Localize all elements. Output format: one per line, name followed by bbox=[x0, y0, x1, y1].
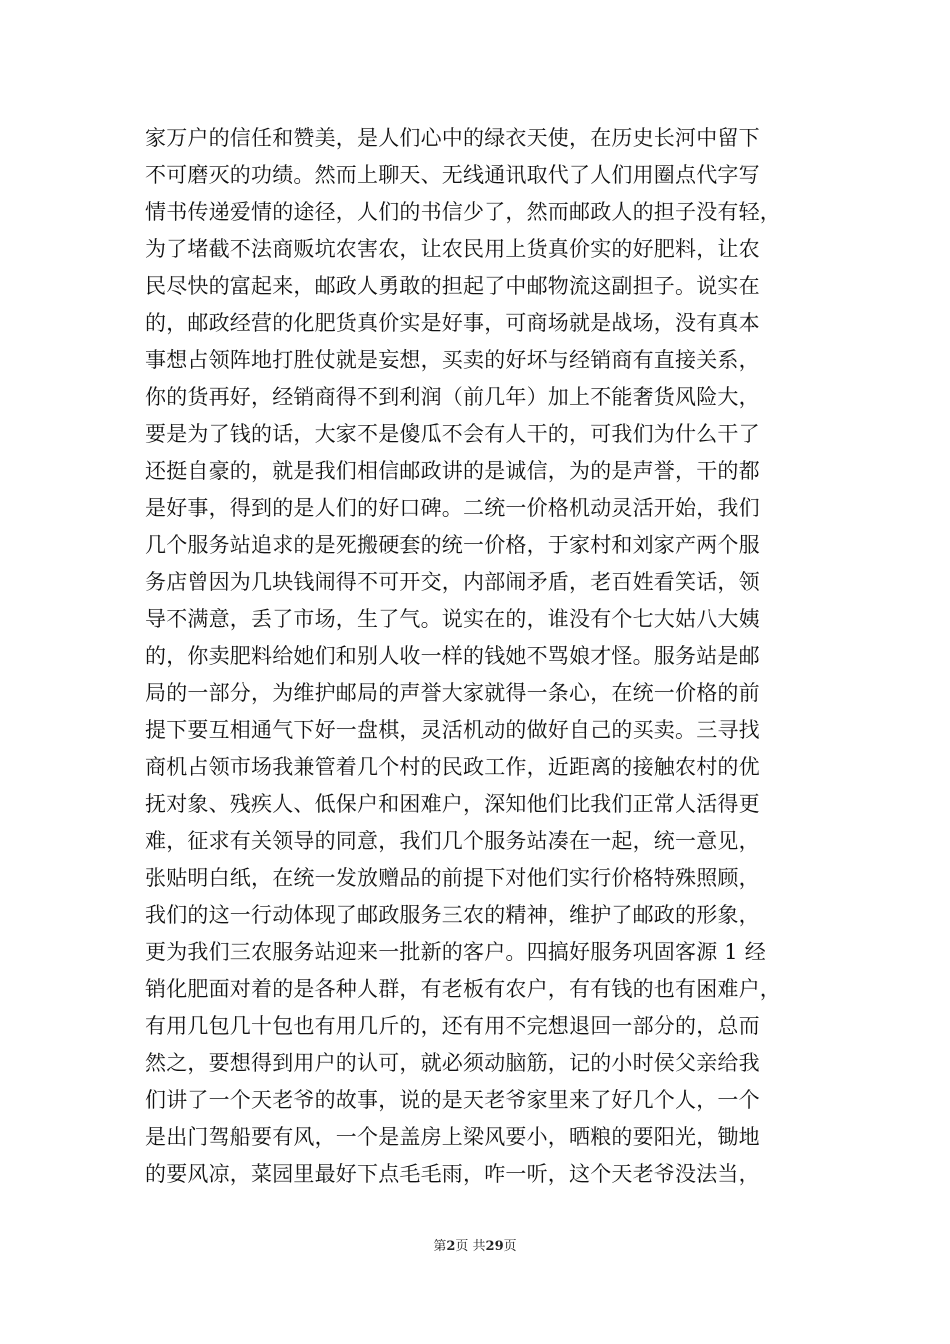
text-line: 们讲了一个天老爷的故事，说的是天老爷家里来了好几个人，一个 bbox=[145, 1088, 760, 1112]
footer-middle: 页 共 bbox=[455, 1239, 486, 1254]
text-line: 提下要互相通气下好一盘棋，灵活机动的做好自己的买卖。三寻找 bbox=[145, 718, 760, 742]
text-line: 然之，要想得到用户的认可，就必须动脑筋，记的小时侯父亲给我 bbox=[145, 1051, 760, 1075]
text-line: 局的一部分，为维护邮局的声誉大家就得一条心，在统一价格的前 bbox=[145, 681, 760, 705]
text-line: 的要风凉，菜园里最好下点毛毛雨，咋一听，这个天老爷没法当， bbox=[145, 1162, 760, 1186]
text-line: 还挺自豪的，就是我们相信邮政讲的是诚信，为的是声誉，干的都 bbox=[145, 459, 760, 483]
text-line: 销化肥面对着的是各种人群，有老板有农户，有有钱的也有困难户， bbox=[145, 977, 781, 1001]
text-line: 有用几包几十包也有用几斤的，还有用不完想退回一部分的，总而 bbox=[145, 1014, 760, 1038]
text-line: 几个服务站追求的是死搬硬套的统一价格，于家村和刘家产两个服 bbox=[145, 533, 760, 557]
text-line: 商机占领市场我兼管着几个村的民政工作，近距离的接触农村的优 bbox=[145, 755, 760, 779]
text-line: 的，邮政经营的化肥货真价实是好事，可商场就是战场，没有真本 bbox=[145, 311, 760, 335]
text-line: 难，征求有关领导的同意，我们几个服务站凑在一起，统一意见， bbox=[145, 829, 760, 853]
text-line: 为了堵截不法商贩坑农害农，让农民用上货真价实的好肥料，让农 bbox=[145, 237, 760, 261]
text-line: 的，你卖肥料给她们和别人收一样的钱她不骂娘才怪。服务站是邮 bbox=[145, 644, 760, 668]
text-line: 要是为了钱的话，大家不是傻瓜不会有人干的，可我们为什么干了 bbox=[145, 422, 760, 446]
text-line: 抚对象、残疾人、低保户和困难户，深知他们比我们正常人活得更 bbox=[145, 792, 760, 816]
total-pages-number: 29 bbox=[485, 1239, 504, 1254]
text-line: 更为我们三农服务站迎来一批新的客户。四搞好服务巩固客源 1 经 bbox=[145, 940, 766, 964]
text-line: 是出门驾船要有风，一个是盖房上梁风要小，晒粮的要阳光，锄地 bbox=[145, 1125, 760, 1149]
text-line: 情书传递爱情的途径，人们的书信少了，然而邮政人的担子没有轻， bbox=[145, 200, 781, 224]
page-footer bbox=[0, 1239, 950, 1255]
text-line: 民尽快的富起来，邮政人勇敢的担起了中邮物流这副担子。说实在 bbox=[145, 274, 760, 298]
current-page-number: 2 bbox=[446, 1239, 456, 1254]
footer-prefix: 第 bbox=[433, 1239, 447, 1254]
text-line: 务店曾因为几块钱闹得不可开交，内部闹矛盾，老百姓看笑话，领 bbox=[145, 570, 760, 594]
footer-suffix: 页 bbox=[503, 1239, 517, 1254]
text-line: 张贴明白纸，在统一发放赠品的前提下对他们实行价格特殊照顾， bbox=[145, 866, 760, 890]
text-line: 事想占领阵地打胜仗就是妄想，买卖的好坏与经销商有直接关系， bbox=[145, 348, 760, 372]
body-text bbox=[145, 120, 815, 1193]
text-line: 我们的这一行动体现了邮政服务三农的精神，维护了邮政的形象， bbox=[145, 903, 760, 927]
text-line: 你的货再好，经销商得不到利润（前几年）加上不能奢货风险大， bbox=[145, 385, 760, 409]
text-line: 导不满意，丢了市场，生了气。说实在的，谁没有个七大姑八大姨 bbox=[145, 607, 760, 631]
text-line: 是好事，得到的是人们的好口碑。二统一价格机动灵活开始，我们 bbox=[145, 496, 760, 520]
text-line: 家万户的信任和赞美，是人们心中的绿衣天使，在历史长河中留下 bbox=[145, 126, 760, 150]
text-line: 不可磨灭的功绩。然而上聊天、无线通讯取代了人们用圈点代字写 bbox=[145, 163, 760, 187]
